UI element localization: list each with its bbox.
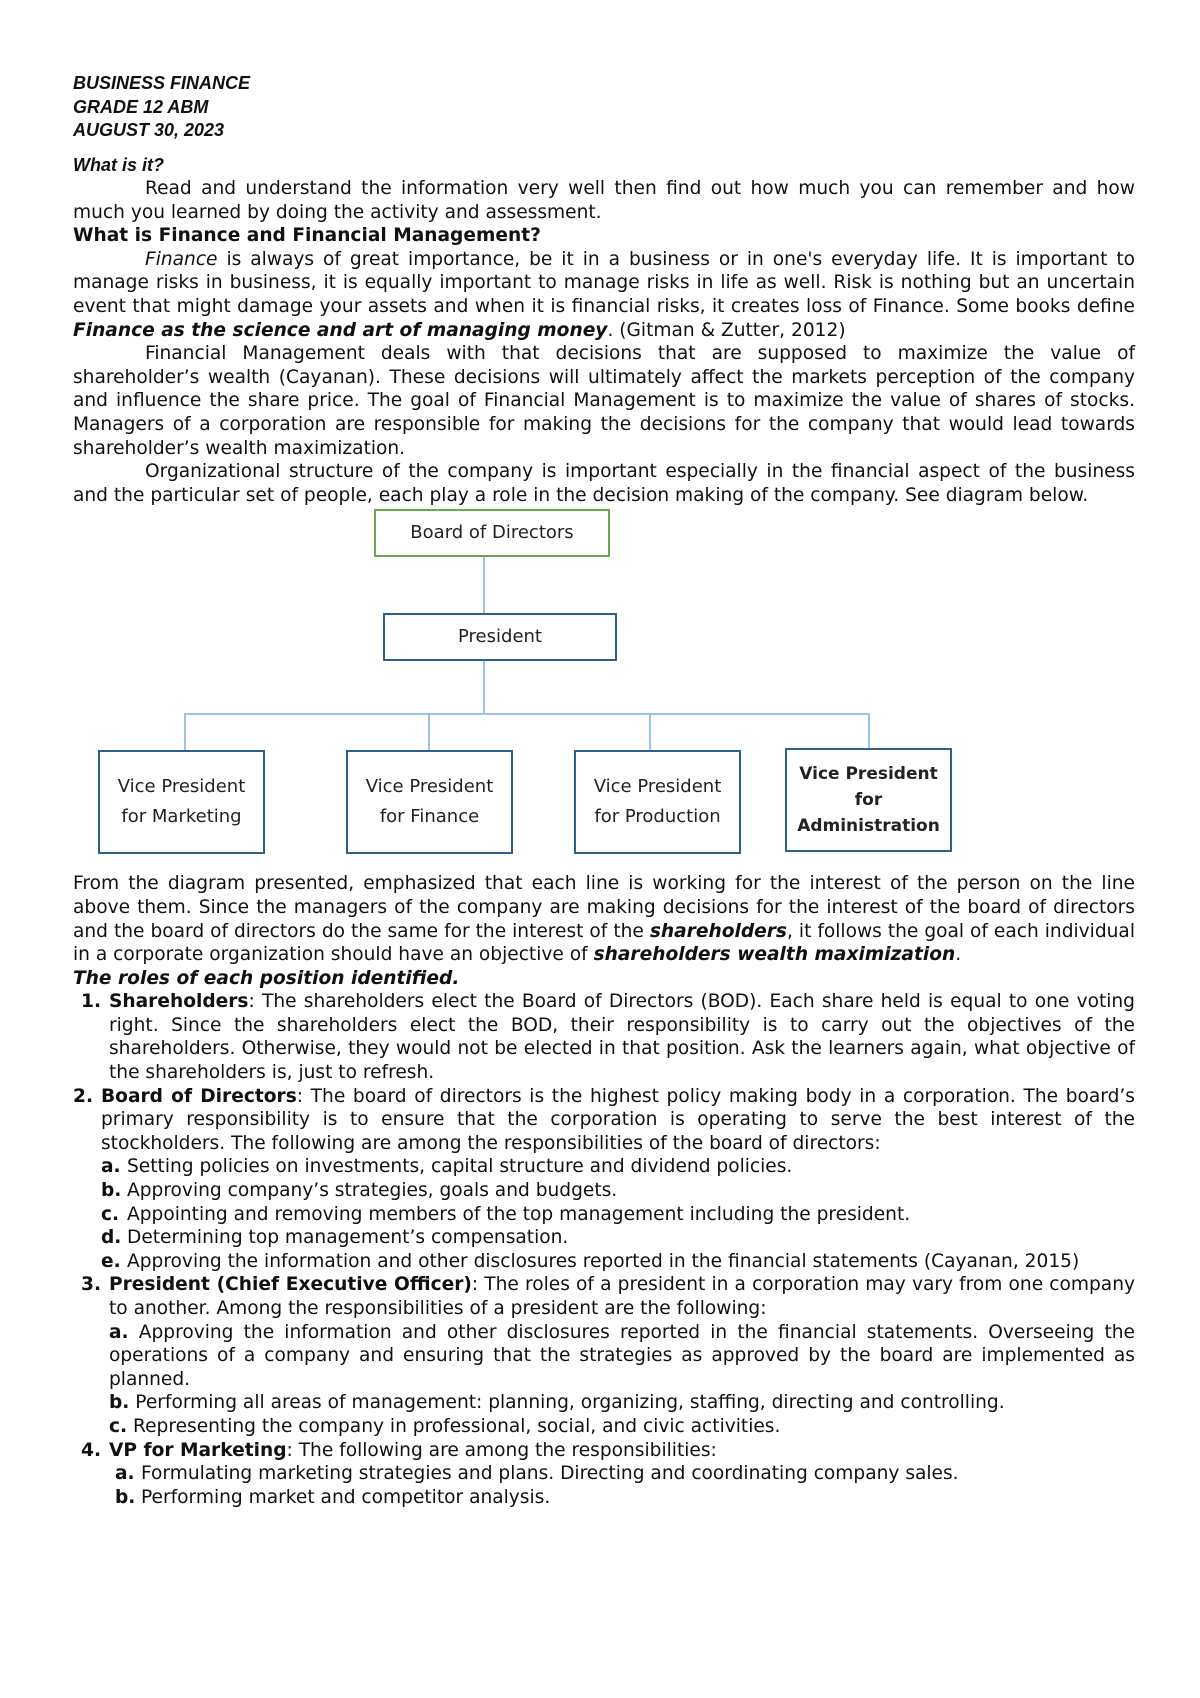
connector-vp-marketing xyxy=(184,713,186,751)
list-item: b. Performing market and competitor analysis. xyxy=(115,1486,551,1508)
diagram-text-c: . xyxy=(955,944,962,966)
finance-text-a: is always of great importance, be it in a business or in one's everyday life. It is important to manage risks in business, it is equally important to manage risks in life as well. Risk is nothing but an uncertain event that might damage your assets and when it is financial risks, it creates loss of Finance. Some books define xyxy=(73,248,1135,317)
connector-vp-finance xyxy=(428,713,430,751)
subject-heading: BUSINESS FINANCE xyxy=(73,73,251,93)
board-of-directors-box: Board of Directors xyxy=(374,509,610,557)
list-item: e. Approving the information and other disclosures reported in the financial statements (Cayanan, 2015) xyxy=(101,1250,1080,1272)
shareholders-emphasis: shareholders xyxy=(649,920,788,942)
role-item-shareholders xyxy=(81,990,1135,1084)
intro-paragraph: Read and understand the information very well then find out how much you can remember and how much you learned by doing the activity and assessment. xyxy=(73,178,1135,223)
vp-production-box: Vice President for Production xyxy=(574,750,741,854)
org-chart xyxy=(73,507,1135,872)
finance-definition: Finance as the science and art of managing money xyxy=(73,319,608,341)
vp-finance-box: Vice President for Finance xyxy=(346,750,513,854)
date-heading: AUGUST 30, 2023 xyxy=(73,120,225,140)
section-title: What is Finance and Financial Management? xyxy=(73,225,541,247)
connector-vp-production xyxy=(649,713,651,751)
role-item-board xyxy=(73,1085,1135,1274)
role-item-president xyxy=(81,1273,1135,1438)
president-box: President xyxy=(383,613,617,661)
role-item-vp-marketing xyxy=(81,1439,1135,1510)
role-text: : The shareholders elect the Board of Directors (BOD). Each share held is equal to one voting right. Since the shareholders elect the BOD, their responsibility is to carry out the objectives of the shareholders. Otherwise, they would not be elected in that position. Ask the learners again, what objective of the shareholders is, just to refresh. xyxy=(109,991,1135,1084)
wealth-maximization-emphasis: shareholders wealth maximization xyxy=(593,944,956,966)
list-item: d. Determining top management’s compensation. xyxy=(101,1227,569,1249)
president-item-b: b. Performing all areas of management: planning, organizing, staffing, directing and controlling. xyxy=(109,1392,1005,1414)
vp-administration-box: Vice President for Administration xyxy=(785,748,952,852)
role-text: : The roles of a president in a corporation may vary from one company to another. Among the responsibilities of a president are the following: xyxy=(109,1274,1135,1319)
list-item: a. Setting policies on investments, capital structure and dividend policies. xyxy=(101,1156,793,1178)
president-item-a: a. Approving the information and other disclosures reported in the financial statements. Overseeing the operations of a company and ensuring that the strategies as approved by the board are implemented as planned. xyxy=(109,1321,1135,1390)
connector-vp-admin xyxy=(868,713,870,751)
connector-board-president xyxy=(483,555,485,615)
what-is-it-heading: What is it? xyxy=(73,154,164,175)
finance-word: Finance xyxy=(145,248,218,270)
list-item: b. Approving company’s strategies, goals and budgets. xyxy=(101,1180,618,1202)
list-item: a. Formulating marketing strategies and plans. Directing and coordinating company sales. xyxy=(115,1463,959,1485)
diagram-text-a: From the diagram presented, emphasized that each line is working for the interest of the person on the line above them. Since the managers of the company are making decisions for the interest of the board of directors and the board of directors do the same for the interest of the xyxy=(73,873,1135,942)
president-item-c: c. Representing the company in professional, social, and civic activities. xyxy=(109,1415,781,1437)
financial-management-paragraph: Financial Management deals with that decisions that are supposed to maximize the value of shareholder’s wealth (Cayanan). These decisions will ultimately affect the markets perception of the company and influence the share price. The goal of Financial Management is to maximize the value of shares of stocks. Managers of a corporation are responsible for making the decisions for the company that would lead towards shareholder’s wealth maximization. xyxy=(73,343,1135,459)
role-title: VP for Marketing xyxy=(109,1439,287,1461)
board-responsibilities xyxy=(101,1155,1135,1273)
marketing-responsibilities xyxy=(115,1462,1135,1509)
role-title: Board of Directors xyxy=(101,1085,297,1107)
document-page xyxy=(73,72,1135,1509)
role-number: 2. xyxy=(73,1085,94,1107)
vp-marketing-box: Vice President for Marketing xyxy=(98,750,265,854)
finance-paragraph xyxy=(73,248,1135,342)
role-number: 4. xyxy=(81,1439,102,1461)
roles-title: The roles of each position identified. xyxy=(73,967,460,989)
roles-list xyxy=(73,990,1135,1509)
role-title: President (Chief Executive Officer) xyxy=(109,1274,472,1296)
connector-president-down xyxy=(483,660,485,714)
finance-text-b: . (Gitman & Zutter, 2012) xyxy=(607,319,846,341)
role-text: : The board of directors is the highest policy making body in a corporation. The board’s primary responsibility is to ensure that the corporation is operating to serve the best interest of the stockholders. The following are among the responsibilities of the board of directors: xyxy=(101,1085,1135,1154)
grade-heading: GRADE 12 ABM xyxy=(73,96,209,117)
connector-horizontal xyxy=(184,713,869,715)
role-text: : The following are among the responsibilities: xyxy=(286,1439,717,1461)
list-item: c. Appointing and removing members of the top management including the president. xyxy=(101,1203,911,1225)
role-number: 1. xyxy=(81,991,102,1013)
diagram-text-b: , it follows the goal of each individual in a corporate organization should have an objective of xyxy=(73,920,1135,966)
diagram-explanation-paragraph xyxy=(73,872,1135,966)
org-structure-paragraph: Organizational structure of the company is important especially in the financial aspect of the business and the particular set of people, each play a role in the decision making of the company. See diagram below. xyxy=(73,461,1135,506)
role-number: 3. xyxy=(81,1274,102,1296)
role-title: Shareholders xyxy=(109,991,249,1013)
